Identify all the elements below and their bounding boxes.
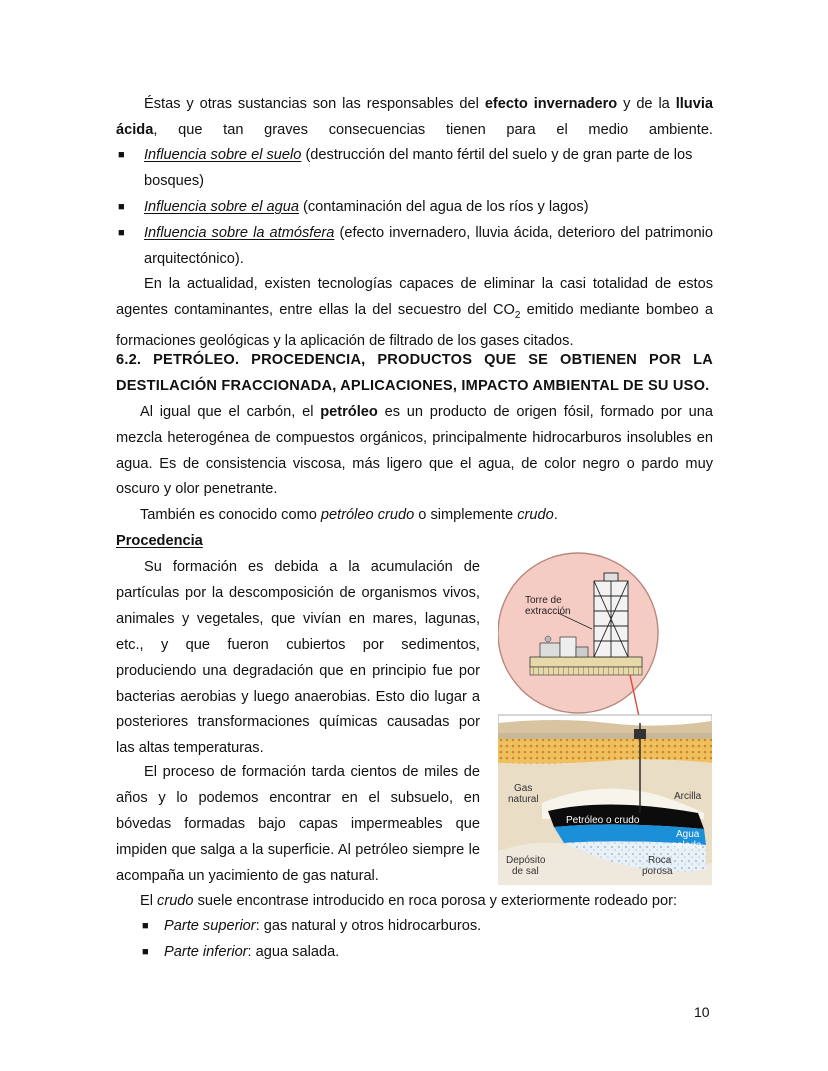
label-porosa: porosa (642, 866, 673, 877)
label-roca: Roca (648, 855, 672, 866)
intro-paragraph: Éstas y otras sustancias son las responsables del efecto invernadero y de la lluvia ácida, que tan graves consecuencias tienen para el medio ambiente. (116, 96, 714, 138)
bullet-item-agua: Influencia sobre el agua (contaminación del agua de los ríos y lagos) (144, 199, 589, 215)
label-torre: Torre de (525, 595, 562, 606)
bold-term: efecto invernadero (484, 96, 618, 112)
bullet-item-atmosfera: Influencia sobre la atmósfera (efecto invernadero, lluvia ácida, deterioro del patrimonio arquitectónico). (144, 225, 714, 267)
crudo-item-inferior: Parte inferior: agua salada. (164, 944, 340, 960)
procedencia-paragraph-1: Su formación es debida a la acumulación de partículas por la descomposición de organismos vivos, animales y vegetales, que vivían en mares, lagunas, etc., y que fueron cubiertos por sedimentos, produciendo una degradación que en principio fue por bacterias aerobias y luego anaerobias. Esto dio lugar a posteriores transformaciones químicas causadas por las altas temperaturas. (116, 559, 480, 757)
bullet-square-icon: ■ (142, 920, 149, 932)
procedencia-paragraph-2: El proceso de formación tarda cientos de miles de años y lo podemos encontrar en el subsuelo, en bóvedas formadas bajo capas impermeables que impiden que salga a la superficie. Al petróleo siempre le acompaña un yacimiento de gas natural. (116, 764, 480, 884)
label-petroleo: Petróleo o crudo (566, 815, 640, 826)
bullet-square-icon: ■ (118, 149, 125, 161)
bold-term: lluvia ácida (116, 96, 714, 138)
bullet-item-suelo: Influencia sobre el suelo (destrucción del manto fértil del suelo y de gran parte de los bosques) (144, 147, 693, 189)
crudo-paragraph: El crudo suele encontrase introducido en roca porosa y exteriormente rodeado por: (140, 893, 678, 909)
bold-term: petróleo (320, 404, 378, 420)
section-heading: 6.2. PETRÓLEO. PROCEDENCIA, PRODUCTOS QUE SE OBTIENEN POR LA DESTILACIÓN FRACCIONADA, APLICACIONES, IMPACTO AMBIENTAL DE SU USO. (116, 352, 713, 394)
oil-well-illustration (498, 551, 712, 885)
bullet-square-icon: ■ (142, 946, 149, 958)
page-number: 10 (694, 1004, 710, 1020)
label-de-sal: de sal (512, 866, 539, 877)
tambien-paragraph: También es conocido como petróleo crudo o simplemente crudo. (140, 507, 558, 523)
bullet-square-icon: ■ (118, 201, 125, 213)
actualidad-paragraph: En la actualidad, existen tecnologías capaces de eliminar la casi totalidad de estos agentes contaminantes, entre ellas la del secuestro del $CO_2$ emitido mediante bombeo a formaciones geológicas y la aplicación de filtrado de los gases citados. (116, 276, 714, 349)
label-arcilla: Arcilla (674, 791, 702, 802)
label-agua: Agua (676, 829, 700, 840)
label-gas: Gas (514, 783, 533, 794)
bullet-square-icon: ■ (118, 227, 125, 239)
label-natural: natural (508, 794, 539, 805)
procedencia-subheading: Procedencia (116, 533, 203, 549)
crudo-item-superior: Parte superior: gas natural y otros hidrocarburos. (164, 918, 482, 934)
label-deposito: Depósito (506, 855, 546, 866)
petroleo-definition-paragraph: Al igual que el carbón, el petróleo es un producto de origen fósil, formado por una mezcla heterogénea de compuestos orgánicos, principalmente hidrocarburos insolubles en agua. Es de consistencia viscosa, más ligero que el agua, de color negro o pardo muy oscuro y olor penetrante. (116, 404, 714, 498)
oil-well-diagram (498, 551, 712, 885)
label-extraccion: extracción (525, 606, 571, 617)
label-salada: salada (672, 840, 702, 851)
